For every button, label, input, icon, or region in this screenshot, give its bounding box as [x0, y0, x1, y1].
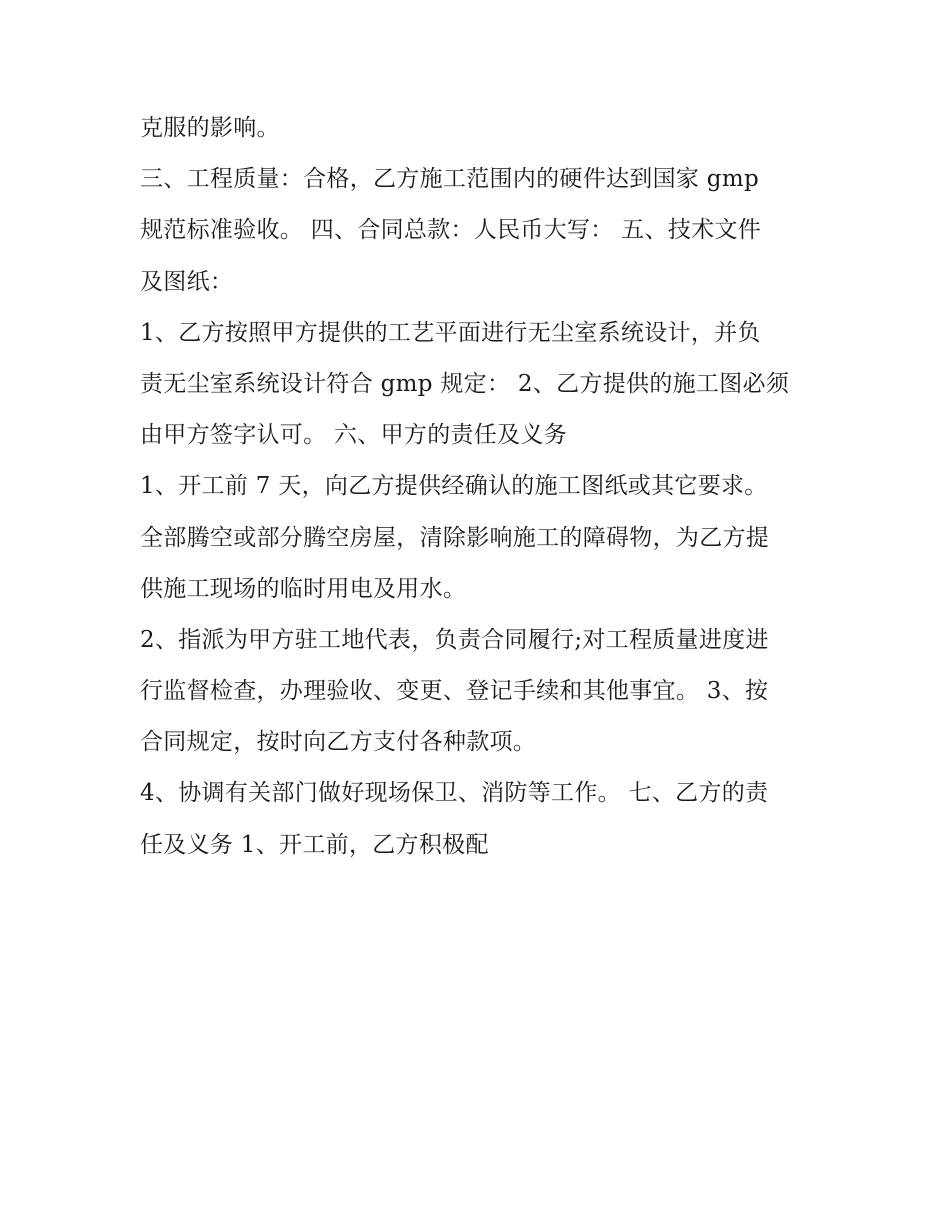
text-line: 1、乙方按照甲方提供的工艺平面进行无尘室系统设计，并负: [140, 319, 761, 346]
text-line: 由甲方签字认可。 六、甲方的责任及义务: [140, 422, 568, 449]
text-line: 三、工程质量：合格，乙方施工范围内的硬件达到国家 gmp: [140, 166, 759, 193]
body-text: [140, 108, 830, 876]
text-line: 规范标准验收。 四、合同总款：人民币大写： 五、技术文件: [140, 217, 762, 244]
text-line: 2、指派为甲方驻工地代表，负责合同履行;对工程质量进度进: [140, 626, 769, 653]
text-line: 全部腾空或部分腾空房屋，清除影响施工的障碍物，为乙方提: [140, 524, 770, 551]
text-line: 行监督检查，办理验收、变更、登记手续和其他事宜。 3、按: [140, 678, 769, 705]
text-line: 克服的影响。: [140, 115, 280, 141]
text-line: 及图纸：: [140, 268, 234, 295]
text-line: 合同规定，按时向乙方支付各种款项。: [140, 729, 537, 756]
text-line: 供施工现场的临时用电及用水。: [140, 575, 467, 602]
text-line: 4、协调有关部门做好现场保卫、消防等工作。 七、乙方的责: [140, 780, 769, 807]
text-line: 1、开工前 7 天，向乙方提供经确认的施工图纸或其它要求。: [140, 473, 768, 500]
text-line: 责无尘室系统设计符合 gmp 规定： 2、乙方提供的施工图必须: [140, 370, 790, 397]
text-line: 任及义务 1、开工前，乙方积极配: [140, 831, 489, 858]
